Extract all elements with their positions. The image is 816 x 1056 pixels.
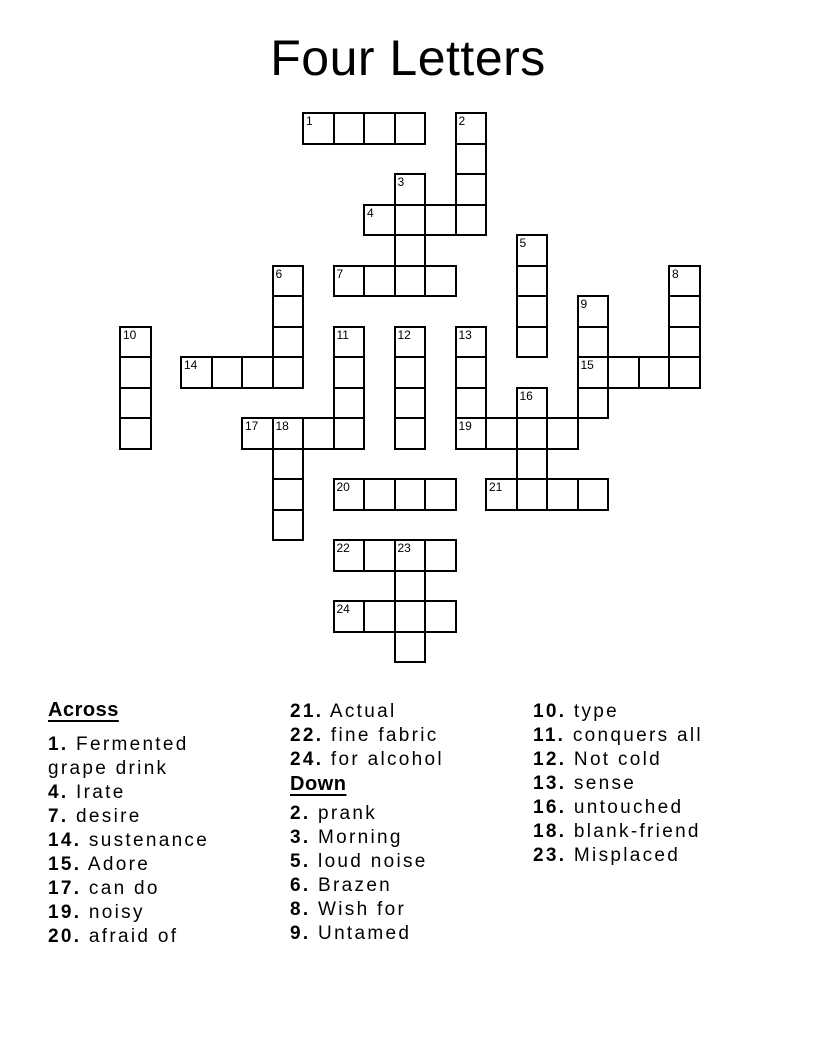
clue-text: Wish for [318,899,407,920]
cell-number-5: 5 [519,236,527,250]
clue-text: for alcohol [330,749,444,770]
clue-5 [290,850,522,874]
grid-cell-r14-c8[interactable] [363,539,396,572]
grid-cell-r10-c9[interactable] [394,417,427,450]
down-header-label: Down [290,773,347,795]
grid-cell-r0-c9[interactable] [394,112,427,145]
clue-text: can do [88,878,160,899]
clue-text: Morning [318,827,403,848]
grid-cell-r5-c7[interactable] [333,265,366,298]
grid-cell-r9-c7[interactable] [333,387,366,420]
grid-cell-r14-c9[interactable] [394,539,427,572]
cell-number-17: 17 [245,419,259,433]
clue-number: 10. [533,701,567,722]
grid-cell-r7-c0[interactable] [119,326,152,359]
clue-text: conquers all [572,725,703,746]
grid-cell-r6-c15[interactable] [577,295,610,328]
cell-number-13: 13 [458,327,472,342]
clue-text: blank-friend [573,821,701,842]
cell-number-14: 14 [184,358,198,372]
grid-cell-r1-c11[interactable] [455,143,488,176]
grid-cell-r5-c13[interactable] [516,265,549,298]
clue-number: 5. [290,851,311,872]
clue-text: Untamed [318,923,412,944]
grid-cell-r5-c9[interactable] [394,265,427,298]
clue-6 [290,874,522,898]
clue-text: sustenance [88,830,210,851]
grid-cell-r0-c8[interactable] [363,112,396,145]
cell-number-8: 8 [672,266,679,281]
grid-cell-r2-c9[interactable] [394,173,427,206]
cell-number-1: 1 [306,114,313,128]
clue-column-1 [48,698,226,949]
clue-number: 19. [48,902,82,923]
clue-number: 8. [290,899,311,920]
grid-cell-r2-c11[interactable] [455,173,488,206]
grid-cell-r8-c16[interactable] [607,356,640,389]
grid-cell-r5-c8[interactable] [363,265,396,298]
clue-17 [48,877,226,901]
clue-number: 1. [48,734,69,755]
cell-number-3: 3 [397,175,405,189]
clue-number: 22. [290,725,324,746]
clue-text: Not cold [573,749,663,770]
clue-15 [48,853,226,877]
grid-cell-r14-c7[interactable] [333,539,366,572]
grid-cell-r8-c2[interactable] [180,356,213,389]
grid-cell-r10-c13[interactable] [516,417,549,450]
grid-cell-r12-c9[interactable] [394,478,427,511]
cell-number-12: 12 [397,327,411,342]
clue-column-3 [533,700,749,868]
grid-cell-r8-c4[interactable] [241,356,274,389]
cell-number-18: 18 [275,419,289,433]
clue-4 [48,781,226,805]
clue-number: 2. [290,803,311,824]
clue-number: 3. [290,827,311,848]
grid-cell-r8-c5[interactable] [272,356,305,389]
clue-10 [533,700,749,724]
grid-cell-r9-c9[interactable] [394,387,427,420]
grid-cell-r17-c9[interactable] [394,631,427,664]
clue-text: untouched [573,797,684,818]
across-header-label: Across [48,699,119,721]
grid-cell-r10-c6[interactable] [302,417,335,450]
clue-text: noisy [88,902,145,923]
clue-number: 23. [533,845,567,866]
grid-cell-r15-c9[interactable] [394,570,427,603]
cell-number-2: 2 [458,114,466,128]
clue-number: 21. [290,701,324,722]
grid-cell-r12-c12[interactable] [485,478,518,511]
grid-cell-r9-c13[interactable] [516,387,549,420]
grid-cell-r5-c18[interactable] [668,265,701,298]
grid-cell-r11-c5[interactable] [272,448,305,481]
grid-cell-r8-c3[interactable] [211,356,244,389]
grid-cell-r6-c5[interactable] [272,295,305,328]
clue-22 [290,724,522,748]
grid-cell-r12-c7[interactable] [333,478,366,511]
clue-number: 20. [48,926,82,947]
grid-cell-r9-c0[interactable] [119,387,152,420]
clue-23 [533,844,749,868]
grid-cell-r3-c10[interactable] [424,204,457,237]
clue-16 [533,796,749,820]
clue-21 [290,700,522,724]
clue-number: 24. [290,749,324,770]
grid-cell-r6-c13[interactable] [516,295,549,328]
grid-cell-r7-c7[interactable] [333,326,366,359]
grid-cell-r5-c10[interactable] [424,265,457,298]
clue-12 [533,748,749,772]
grid-cell-r7-c11[interactable] [455,326,488,359]
clue-13 [533,772,749,796]
clue-text: afraid of [88,926,179,947]
clue-number: 15. [48,854,82,875]
cell-number-20: 20 [336,480,350,494]
grid-cell-r10-c12[interactable] [485,417,518,450]
grid-cell-r8-c18[interactable] [668,356,701,389]
grid-cell-r3-c9[interactable] [394,204,427,237]
grid-cell-r13-c5[interactable] [272,509,305,542]
clue-number: 16. [533,797,567,818]
clue-number: 6. [290,875,311,896]
grid-cell-r0-c7[interactable] [333,112,366,145]
down-header [290,772,522,796]
clue-7 [48,805,226,829]
grid-cell-r12-c10[interactable] [424,478,457,511]
clue-1 [48,733,226,781]
grid-cell-r16-c8[interactable] [363,600,396,633]
grid-cell-r3-c11[interactable] [455,204,488,237]
cell-number-9: 9 [580,297,588,311]
grid-cell-r7-c9[interactable] [394,326,427,359]
grid-cell-r4-c13[interactable] [516,234,549,267]
grid-cell-r9-c15[interactable] [577,387,610,420]
clue-text: Actual [329,701,397,722]
grid-cell-r10-c4[interactable] [241,417,274,450]
clue-number: 9. [290,923,311,944]
grid-cell-r4-c9[interactable] [394,234,427,267]
grid-cell-r8-c11[interactable] [455,356,488,389]
grid-cell-r8-c9[interactable] [394,356,427,389]
grid-cell-r12-c5[interactable] [272,478,305,511]
clue-text: Brazen [318,875,393,896]
grid-cell-r9-c11[interactable] [455,387,488,420]
grid-cell-r8-c17[interactable] [638,356,671,389]
clue-text: loud noise [318,851,428,872]
clue-3 [290,826,522,850]
clue-text: Adore [87,854,151,875]
grid-cell-r11-c13[interactable] [516,448,549,481]
grid-cell-r12-c15[interactable] [577,478,610,511]
clue-14 [48,829,226,853]
grid-cell-r7-c18[interactable] [668,326,701,359]
clue-number: 11. [533,725,566,746]
grid-cell-r10-c7[interactable] [333,417,366,450]
clue-18 [533,820,749,844]
clue-11 [533,724,749,748]
cell-number-24: 24 [336,602,350,616]
grid-cell-r8-c7[interactable] [333,356,366,389]
cell-number-7: 7 [336,266,344,281]
grid-cell-r3-c8[interactable] [363,204,396,237]
clue-2 [290,802,522,826]
grid-cell-r6-c18[interactable] [668,295,701,328]
cell-number-10: 10 [123,327,137,342]
puzzle-title: Four Letters [270,30,546,86]
clue-text: Fermented grape drink [48,734,189,779]
clue-text: type [573,701,620,722]
cell-number-4: 4 [367,205,374,220]
grid-cell-r10-c5[interactable] [272,417,305,450]
grid-cell-r12-c13[interactable] [516,478,549,511]
cell-number-19: 19 [458,419,472,433]
grid-cell-r0-c6[interactable] [302,112,335,145]
grid-cell-r12-c8[interactable] [363,478,396,511]
grid-cell-r7-c13[interactable] [516,326,549,359]
clue-number: 7. [48,806,69,827]
clue-number: 17. [48,878,82,899]
clue-20 [48,925,226,949]
clue-number: 13. [533,773,567,794]
grid-cell-r8-c15[interactable] [577,356,610,389]
grid-cell-r10-c14[interactable] [546,417,579,450]
clue-text: fine fabric [330,725,439,746]
crossword-grid [119,112,702,665]
grid-cell-r5-c5[interactable] [272,265,305,298]
clue-19 [48,901,226,925]
cell-number-23: 23 [397,541,411,555]
grid-cell-r12-c14[interactable] [546,478,579,511]
clue-text: Misplaced [573,845,681,866]
cell-number-22: 22 [336,541,350,555]
clue-8 [290,898,522,922]
cell-number-21: 21 [489,480,503,494]
grid-cell-r7-c5[interactable] [272,326,305,359]
clue-column-2 [290,700,522,946]
grid-cell-r10-c0[interactable] [119,417,152,450]
grid-cell-r8-c0[interactable] [119,356,152,389]
clue-24 [290,748,522,772]
grid-cell-r7-c15[interactable] [577,326,610,359]
clue-number: 12. [533,749,567,770]
clue-text: prank [318,803,378,824]
cell-number-16: 16 [519,388,533,403]
grid-cell-r16-c9[interactable] [394,600,427,633]
across-header [48,698,226,722]
clue-9 [290,922,522,946]
clue-number: 14. [48,830,82,851]
cell-number-15: 15 [580,358,594,372]
grid-cell-r10-c11[interactable] [455,417,488,450]
grid-cell-r0-c11[interactable] [455,112,488,145]
grid-cell-r16-c7[interactable] [333,600,366,633]
clue-number: 4. [48,782,69,803]
clue-text: desire [76,806,142,827]
cell-number-11: 11 [336,327,349,342]
grid-cell-r16-c10[interactable] [424,600,457,633]
clue-text: sense [573,773,637,794]
grid-cell-r14-c10[interactable] [424,539,457,572]
clue-number: 18. [533,821,567,842]
clue-text: Irate [76,782,126,803]
cell-number-6: 6 [275,266,283,281]
